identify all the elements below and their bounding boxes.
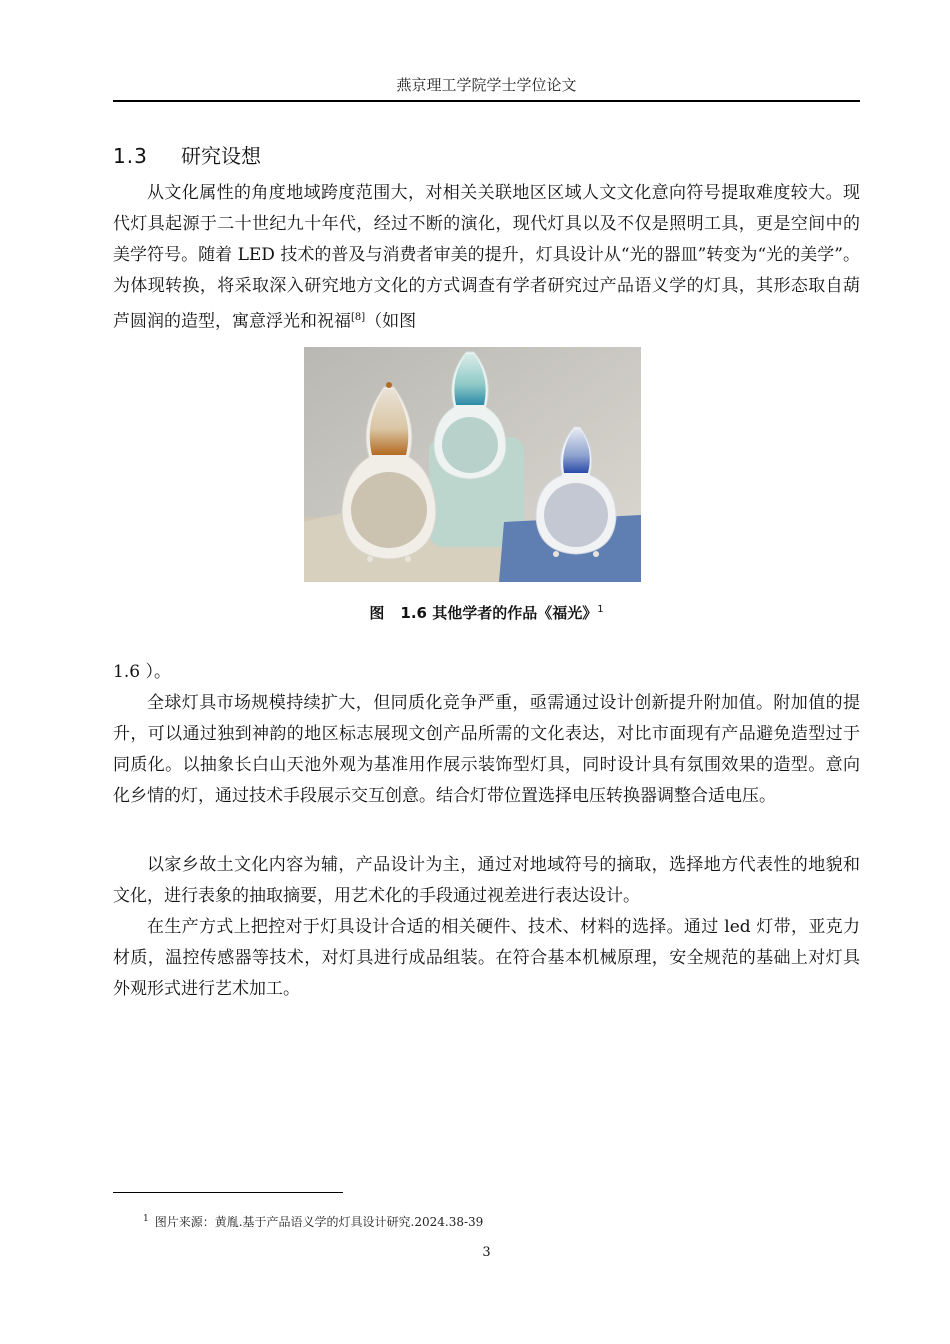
paragraph-4: 在生产方式上把控对于灯具设计合适的相关硬件、技术、材料的选择。通过 led 灯带，亚克力材质，温控传感器等技术，对灯具进行成品组装。在符合基本机械原理，安全规范的基础上对灯具外观形式进行艺术加工。: [113, 917, 860, 999]
paragraph-1-tail: （如图: [365, 311, 417, 332]
figure-label: 图: [369, 604, 385, 622]
figure-caption: [113, 602, 860, 623]
footnote-rule: [113, 1192, 343, 1193]
running-header: 燕京理工学院学士学位论文: [396, 76, 577, 94]
paragraph-1: [113, 178, 860, 338]
section-title: 研究设想: [181, 144, 261, 168]
paragraph-3: 以家乡故土文化内容为辅，产品设计为主，通过对地域符号的摘取，选择地方代表性的地貌和文化，进行表象的抽取摘要，用艺术化的手段通过视差进行表达设计。: [113, 855, 860, 906]
section-number: 1.3: [113, 144, 148, 168]
paragraph-2: 全球灯具市场规模持续扩大，但同质化竞争严重，亟需通过设计创新提升附加值。附加值的提升，可以通过独到神韵的地区标志展现文创产品所需的文化表达，对比市面现有产品避免造型过于同质化。以抽象长白山天池外观为基准用作展示装饰型灯具，同时设计具有氛围效果的造型。意向化乡情的灯，通过技术手段展示交互创意。结合灯带位置选择电压转换器调整合适电压。: [113, 693, 860, 806]
header-rule: [113, 100, 860, 102]
figure-caption-text: 1.6 其他学者的作品《福光》: [400, 604, 598, 622]
footnote-text: 图片来源：黄胤.基于产品语义学的灯具设计研究.2024.38-39: [154, 1215, 484, 1229]
citation-ref: [8]: [351, 312, 366, 323]
footnote-mark: 1: [143, 1214, 149, 1224]
figure-lamp-photo: [304, 347, 641, 582]
page-number: 3: [482, 1245, 491, 1260]
footnote: [143, 1213, 483, 1230]
section-heading: [113, 140, 261, 169]
figure-footnote-mark: 1: [597, 604, 604, 615]
paragraph-1-text: 从文化属性的角度地域跨度范围大，对相关关联地区区域人文文化意向符号提取难度较大。现代灯具起源于二十世纪九十年代，经过不断的演化，现代灯具以及不仅是照明工具，更是空间中的美学符号。随着 LED 技术的普及与消费者审美的提升，灯具设计从“光的器皿”转变为“光的美学”。为体现转换，将采取深入研究地方文化的方式调查有学者研究过产品语义学的灯具，其形态取自葫芦圆润的造型，寓意浮光和祝福: [113, 183, 860, 332]
gourd-lamps-illustration: [304, 347, 641, 582]
paragraph-1-continued: 1.6 ）。: [113, 662, 171, 682]
